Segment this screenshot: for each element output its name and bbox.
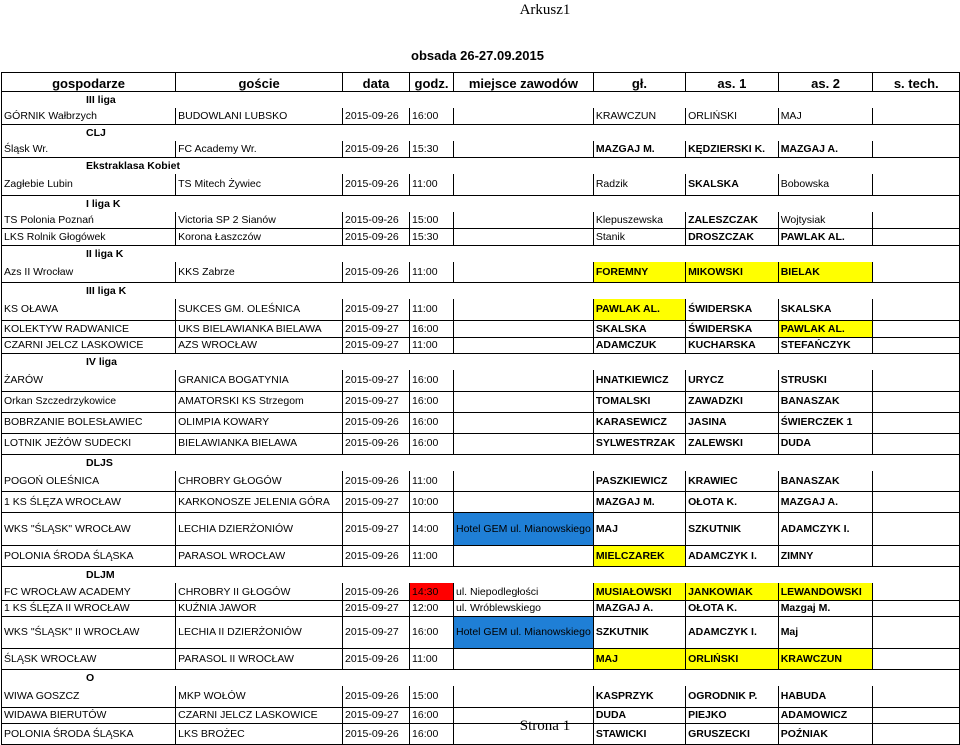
assistant-1: PIEJKO <box>686 707 779 724</box>
time: 15:30 <box>410 229 454 246</box>
away-team: KKS Zabrze <box>176 262 343 283</box>
assistant-1: SZKUTNIK <box>686 513 779 546</box>
away-team: CZARNI JELCZ LASKOWICE <box>176 707 343 724</box>
league-label: IV liga <box>2 354 779 371</box>
assistant-2: LEWANDOWSKI <box>778 583 873 600</box>
date: 2015-09-26 <box>343 649 410 670</box>
venue <box>454 471 594 492</box>
venue: Hotel GEM ul. Mianowskiego <box>454 617 594 649</box>
assistant-1: JANKOWIAK <box>686 583 779 600</box>
assistant-2: MAZGAJ A. <box>778 492 873 513</box>
assistant-1: URYCZ <box>686 370 779 391</box>
league-row <box>2 670 960 687</box>
away-team: LECHIA II DZIERŻONIÓW <box>176 617 343 649</box>
date: 2015-09-27 <box>343 600 410 617</box>
match-row <box>2 174 960 195</box>
tech-delegate <box>873 513 960 546</box>
date: 2015-09-26 <box>343 262 410 283</box>
assistant-2: BIELAK <box>778 262 873 283</box>
tech-delegate <box>873 212 960 229</box>
tech-delegate <box>873 649 960 670</box>
home-team: POLONIA ŚRODA ŚLĄSKA <box>2 724 176 745</box>
tech-delegate <box>873 337 960 354</box>
match-row <box>2 229 960 246</box>
referee: KASPRZYK <box>593 686 685 707</box>
time: 16:00 <box>410 108 454 125</box>
venue <box>454 433 594 454</box>
date: 2015-09-26 <box>343 686 410 707</box>
tech-delegate <box>873 617 960 649</box>
referee: KARASEWICZ <box>593 412 685 433</box>
assistant-2: STEFAŃCZYK <box>778 337 873 354</box>
venue <box>454 229 594 246</box>
tech-delegate <box>873 108 960 125</box>
league-label: III liga <box>2 92 779 109</box>
referee: MUSIAŁOWSKI <box>593 583 685 600</box>
match-row <box>2 471 960 492</box>
referee: Radzik <box>593 174 685 195</box>
date: 2015-09-27 <box>343 391 410 412</box>
header-cell: as. 2 <box>778 73 873 92</box>
away-team: PARASOL II WROCŁAW <box>176 649 343 670</box>
league-row <box>2 454 960 471</box>
league-label: II liga K <box>2 245 779 262</box>
referee: KRAWCZUN <box>593 108 685 125</box>
away-team: FC Academy Wr. <box>176 141 343 158</box>
tech-delegate <box>873 583 960 600</box>
header-cell: miejsce zawodów <box>454 73 594 92</box>
assistant-1: ADAMCZYK I. <box>686 546 779 567</box>
assistant-2: PAWLAK AL. <box>778 229 873 246</box>
assistant-2: BANASZAK <box>778 471 873 492</box>
away-team: BUDOWLANI LUBSKO <box>176 108 343 125</box>
time: 11:00 <box>410 471 454 492</box>
away-team: SUKCES GM. OLEŚNICA <box>176 299 343 320</box>
header-row <box>2 73 960 92</box>
date: 2015-09-27 <box>343 707 410 724</box>
assistant-2: ŚWIERCZEK 1 <box>778 412 873 433</box>
date: 2015-09-26 <box>343 108 410 125</box>
time: 15:00 <box>410 686 454 707</box>
assistant-2: Wojtysiak <box>778 212 873 229</box>
match-row <box>2 649 960 670</box>
date: 2015-09-27 <box>343 337 410 354</box>
match-row <box>2 141 960 158</box>
assignments-table <box>1 72 960 745</box>
match-row <box>2 370 960 391</box>
venue <box>454 320 594 337</box>
away-team: MKP WOŁÓW <box>176 686 343 707</box>
match-row <box>2 337 960 354</box>
tech-delegate <box>873 686 960 707</box>
venue <box>454 337 594 354</box>
header-cell: gł. <box>593 73 685 92</box>
away-team: LKS BROŻEC <box>176 724 343 745</box>
time: 16:00 <box>410 391 454 412</box>
referee: PASZKIEWICZ <box>593 471 685 492</box>
page-footer: Strona 1 <box>519 718 571 734</box>
tech-delegate <box>873 262 960 283</box>
home-team: POLONIA ŚRODA ŚLĄSKA <box>2 546 176 567</box>
assistant-1: KĘDZIERSKI K. <box>686 141 779 158</box>
tech-delegate <box>873 391 960 412</box>
home-team: GÓRNIK Wałbrzych <box>2 108 176 125</box>
assistant-1: ADAMCZYK I. <box>686 617 779 649</box>
tech-delegate <box>873 141 960 158</box>
away-team: GRANICA BOGATYNIA <box>176 370 343 391</box>
referee: Stanik <box>593 229 685 246</box>
venue <box>454 299 594 320</box>
date: 2015-09-26 <box>343 212 410 229</box>
referee: SZKUTNIK <box>593 617 685 649</box>
date: 2015-09-27 <box>343 617 410 649</box>
page-heading: obsada 26-27.09.2015 <box>411 48 544 63</box>
away-team: OLIMPIA KOWARY <box>176 412 343 433</box>
venue <box>454 492 594 513</box>
referee: PAWLAK AL. <box>593 299 685 320</box>
time: 14:30 <box>410 583 454 600</box>
referee: STAWICKI <box>593 724 685 745</box>
home-team: BOBRZANIE BOLESŁAWIEC <box>2 412 176 433</box>
venue <box>454 686 594 707</box>
header-cell: data <box>343 73 410 92</box>
assistant-1: SKALSKA <box>686 174 779 195</box>
home-team: POGOŃ OLEŚNICA <box>2 471 176 492</box>
home-team: Śląsk Wr. <box>2 141 176 158</box>
venue <box>454 649 594 670</box>
assistant-2: ZIMNY <box>778 546 873 567</box>
assistant-1: GRUSZECKI <box>686 724 779 745</box>
time: 11:00 <box>410 299 454 320</box>
away-team: KUŹNIA JAWOR <box>176 600 343 617</box>
time: 11:00 <box>410 649 454 670</box>
home-team: KOLEKTYW RADWANICE <box>2 320 176 337</box>
referee: ADAMCZUK <box>593 337 685 354</box>
tech-delegate <box>873 600 960 617</box>
league-label: Ekstraklasa Kobiet <box>2 158 779 175</box>
venue: ul. Wróblewskiego <box>454 600 594 617</box>
tech-delegate <box>873 546 960 567</box>
header-cell: as. 1 <box>686 73 779 92</box>
header-cell: godz. <box>410 73 454 92</box>
time: 15:30 <box>410 141 454 158</box>
time: 16:00 <box>410 617 454 649</box>
venue <box>454 212 594 229</box>
tech-delegate <box>873 492 960 513</box>
assistant-2: HABUDA <box>778 686 873 707</box>
away-team: BIELAWIANKA BIELAWA <box>176 433 343 454</box>
date: 2015-09-26 <box>343 412 410 433</box>
referee: MAZGAJ M. <box>593 141 685 158</box>
time: 16:00 <box>410 412 454 433</box>
league-row <box>2 245 960 262</box>
time: 15:00 <box>410 212 454 229</box>
header-cell: gospodarze <box>2 73 176 92</box>
home-team: WIWA GOSZCZ <box>2 686 176 707</box>
assistant-1: KRAWIEC <box>686 471 779 492</box>
league-row <box>2 283 960 300</box>
home-team: LKS Rolnik Głogówek <box>2 229 176 246</box>
venue: ul. Niepodległości <box>454 583 594 600</box>
date: 2015-09-26 <box>343 724 410 745</box>
venue <box>454 174 594 195</box>
assistant-1: OGRODNIK P. <box>686 686 779 707</box>
date: 2015-09-26 <box>343 174 410 195</box>
tech-delegate <box>873 433 960 454</box>
assistant-1: OŁOTA K. <box>686 600 779 617</box>
referee: DUDA <box>593 707 685 724</box>
away-team: Korona Łaszczów <box>176 229 343 246</box>
referee: Klepuszewska <box>593 212 685 229</box>
home-team: FC WROCŁAW ACADEMY <box>2 583 176 600</box>
match-row <box>2 391 960 412</box>
tech-delegate <box>873 412 960 433</box>
match-row <box>2 412 960 433</box>
away-team: CHROBRY GŁOGÓW <box>176 471 343 492</box>
date: 2015-09-26 <box>343 141 410 158</box>
away-team: CHROBRY II GŁOGÓW <box>176 583 343 600</box>
referee: HNATKIEWICZ <box>593 370 685 391</box>
time: 16:00 <box>410 370 454 391</box>
assistant-1: ŚWIDERSKA <box>686 320 779 337</box>
assistant-2: POŹNIAK <box>778 724 873 745</box>
referee: MAZGAJ A. <box>593 600 685 617</box>
assistant-1: ZALEWSKI <box>686 433 779 454</box>
referee: FOREMNY <box>593 262 685 283</box>
assistant-1: KUCHARSKA <box>686 337 779 354</box>
assistant-2: SKALSKA <box>778 299 873 320</box>
assistant-2: Maj <box>778 617 873 649</box>
home-team: ŚLĄSK WROCŁAW <box>2 649 176 670</box>
assistant-1: ŚWIDERSKA <box>686 299 779 320</box>
venue: Hotel GEM ul. Mianowskiego <box>454 513 594 546</box>
match-row <box>2 686 960 707</box>
match-row <box>2 513 960 546</box>
time: 16:00 <box>410 724 454 745</box>
referee: TOMALSKI <box>593 391 685 412</box>
assistant-1: ZALESZCZAK <box>686 212 779 229</box>
away-team: AZS WROCŁAW <box>176 337 343 354</box>
referee: SYLWESTRZAK <box>593 433 685 454</box>
date: 2015-09-27 <box>343 513 410 546</box>
assistant-2: ADAMOWICZ <box>778 707 873 724</box>
time: 11:00 <box>410 174 454 195</box>
match-row <box>2 546 960 567</box>
away-team: LECHIA DZIERŻONIÓW <box>176 513 343 546</box>
time: 16:00 <box>410 707 454 724</box>
away-team: KARKONOSZE JELENIA GÓRA <box>176 492 343 513</box>
time: 12:00 <box>410 600 454 617</box>
home-team: TS Polonia Poznań <box>2 212 176 229</box>
league-label: III liga K <box>2 283 779 300</box>
time: 16:00 <box>410 320 454 337</box>
match-row <box>2 320 960 337</box>
assistant-2: DUDA <box>778 433 873 454</box>
assistant-1: JASINA <box>686 412 779 433</box>
match-row <box>2 108 960 125</box>
venue <box>454 546 594 567</box>
away-team: UKS BIELAWIANKA BIELAWA <box>176 320 343 337</box>
assistant-2: BANASZAK <box>778 391 873 412</box>
assistant-1: ORLIŃSKI <box>686 108 779 125</box>
match-row <box>2 299 960 320</box>
date: 2015-09-27 <box>343 370 410 391</box>
referee: MAZGAJ M. <box>593 492 685 513</box>
sheet-title: Arkusz1 <box>519 2 571 18</box>
date: 2015-09-26 <box>343 546 410 567</box>
header-cell: goście <box>176 73 343 92</box>
venue <box>454 141 594 158</box>
tech-delegate <box>873 174 960 195</box>
time: 14:00 <box>410 513 454 546</box>
home-team: 1 KS ŚLĘZA WROCŁAW <box>2 492 176 513</box>
away-team: Victoria SP 2 Sianów <box>176 212 343 229</box>
home-team: WIDAWA BIERUTÓW <box>2 707 176 724</box>
assistant-1: DROSZCZAK <box>686 229 779 246</box>
match-row <box>2 617 960 649</box>
date: 2015-09-26 <box>343 229 410 246</box>
assistant-2: ADAMCZYK I. <box>778 513 873 546</box>
referee: MAJ <box>593 649 685 670</box>
date: 2015-09-27 <box>343 299 410 320</box>
league-label: DLJS <box>2 454 779 471</box>
home-team: ŻARÓW <box>2 370 176 391</box>
league-label: I liga K <box>2 195 779 212</box>
assistant-2: KRAWCZUN <box>778 649 873 670</box>
home-team: Azs II Wrocław <box>2 262 176 283</box>
tech-delegate <box>873 229 960 246</box>
time: 11:00 <box>410 262 454 283</box>
date: 2015-09-26 <box>343 433 410 454</box>
venue <box>454 262 594 283</box>
league-row <box>2 125 960 142</box>
home-team: Zagłebie Lubin <box>2 174 176 195</box>
league-row <box>2 158 960 175</box>
home-team: 1 KS ŚLĘZA II WROCŁAW <box>2 600 176 617</box>
venue <box>454 391 594 412</box>
tech-delegate <box>873 320 960 337</box>
time: 11:00 <box>410 546 454 567</box>
venue <box>454 370 594 391</box>
home-team: LOTNIK JEŻÓW SUDECKI <box>2 433 176 454</box>
assistant-1: OŁOTA K. <box>686 492 779 513</box>
referee: MAJ <box>593 513 685 546</box>
league-row <box>2 567 960 584</box>
home-team: Orkan Szczedrzykowice <box>2 391 176 412</box>
home-team: CZARNI JELCZ LASKOWICE <box>2 337 176 354</box>
home-team: WKS "ŚLĄSK" II WROCŁAW <box>2 617 176 649</box>
away-team: AMATORSKI KS Strzegom <box>176 391 343 412</box>
date: 2015-09-27 <box>343 492 410 513</box>
time: 16:00 <box>410 433 454 454</box>
away-team: PARASOL WROCŁAW <box>176 546 343 567</box>
assistant-2: STRUSKI <box>778 370 873 391</box>
league-row <box>2 92 960 109</box>
home-team: WKS "ŚLĄSK" WROCŁAW <box>2 513 176 546</box>
referee: MIELCZAREK <box>593 546 685 567</box>
assistant-2: MAJ <box>778 108 873 125</box>
date: 2015-09-26 <box>343 583 410 600</box>
tech-delegate <box>873 370 960 391</box>
assistant-2: Mazgaj M. <box>778 600 873 617</box>
match-row <box>2 262 960 283</box>
assistant-1: ORLIŃSKI <box>686 649 779 670</box>
referee: SKALSKA <box>593 320 685 337</box>
venue <box>454 108 594 125</box>
header-cell: s. tech. <box>873 73 960 92</box>
match-row <box>2 433 960 454</box>
assistant-2: Bobowska <box>778 174 873 195</box>
date: 2015-09-27 <box>343 320 410 337</box>
assistant-2: MAZGAJ A. <box>778 141 873 158</box>
match-row <box>2 600 960 617</box>
away-team: TS Mitech Żywiec <box>176 174 343 195</box>
time: 10:00 <box>410 492 454 513</box>
tech-delegate <box>873 299 960 320</box>
assistant-1: ZAWADZKI <box>686 391 779 412</box>
home-team: KS OŁAWA <box>2 299 176 320</box>
assistant-2: PAWLAK AL. <box>778 320 873 337</box>
time: 11:00 <box>410 337 454 354</box>
tech-delegate <box>873 471 960 492</box>
match-row <box>2 492 960 513</box>
league-row <box>2 195 960 212</box>
league-label: DLJM <box>2 567 779 584</box>
date: 2015-09-26 <box>343 471 410 492</box>
match-row <box>2 583 960 600</box>
league-row <box>2 354 960 371</box>
league-label: CLJ <box>2 125 779 142</box>
assistant-1: MIKOWSKI <box>686 262 779 283</box>
match-row <box>2 212 960 229</box>
venue <box>454 412 594 433</box>
league-label: O <box>2 670 779 687</box>
